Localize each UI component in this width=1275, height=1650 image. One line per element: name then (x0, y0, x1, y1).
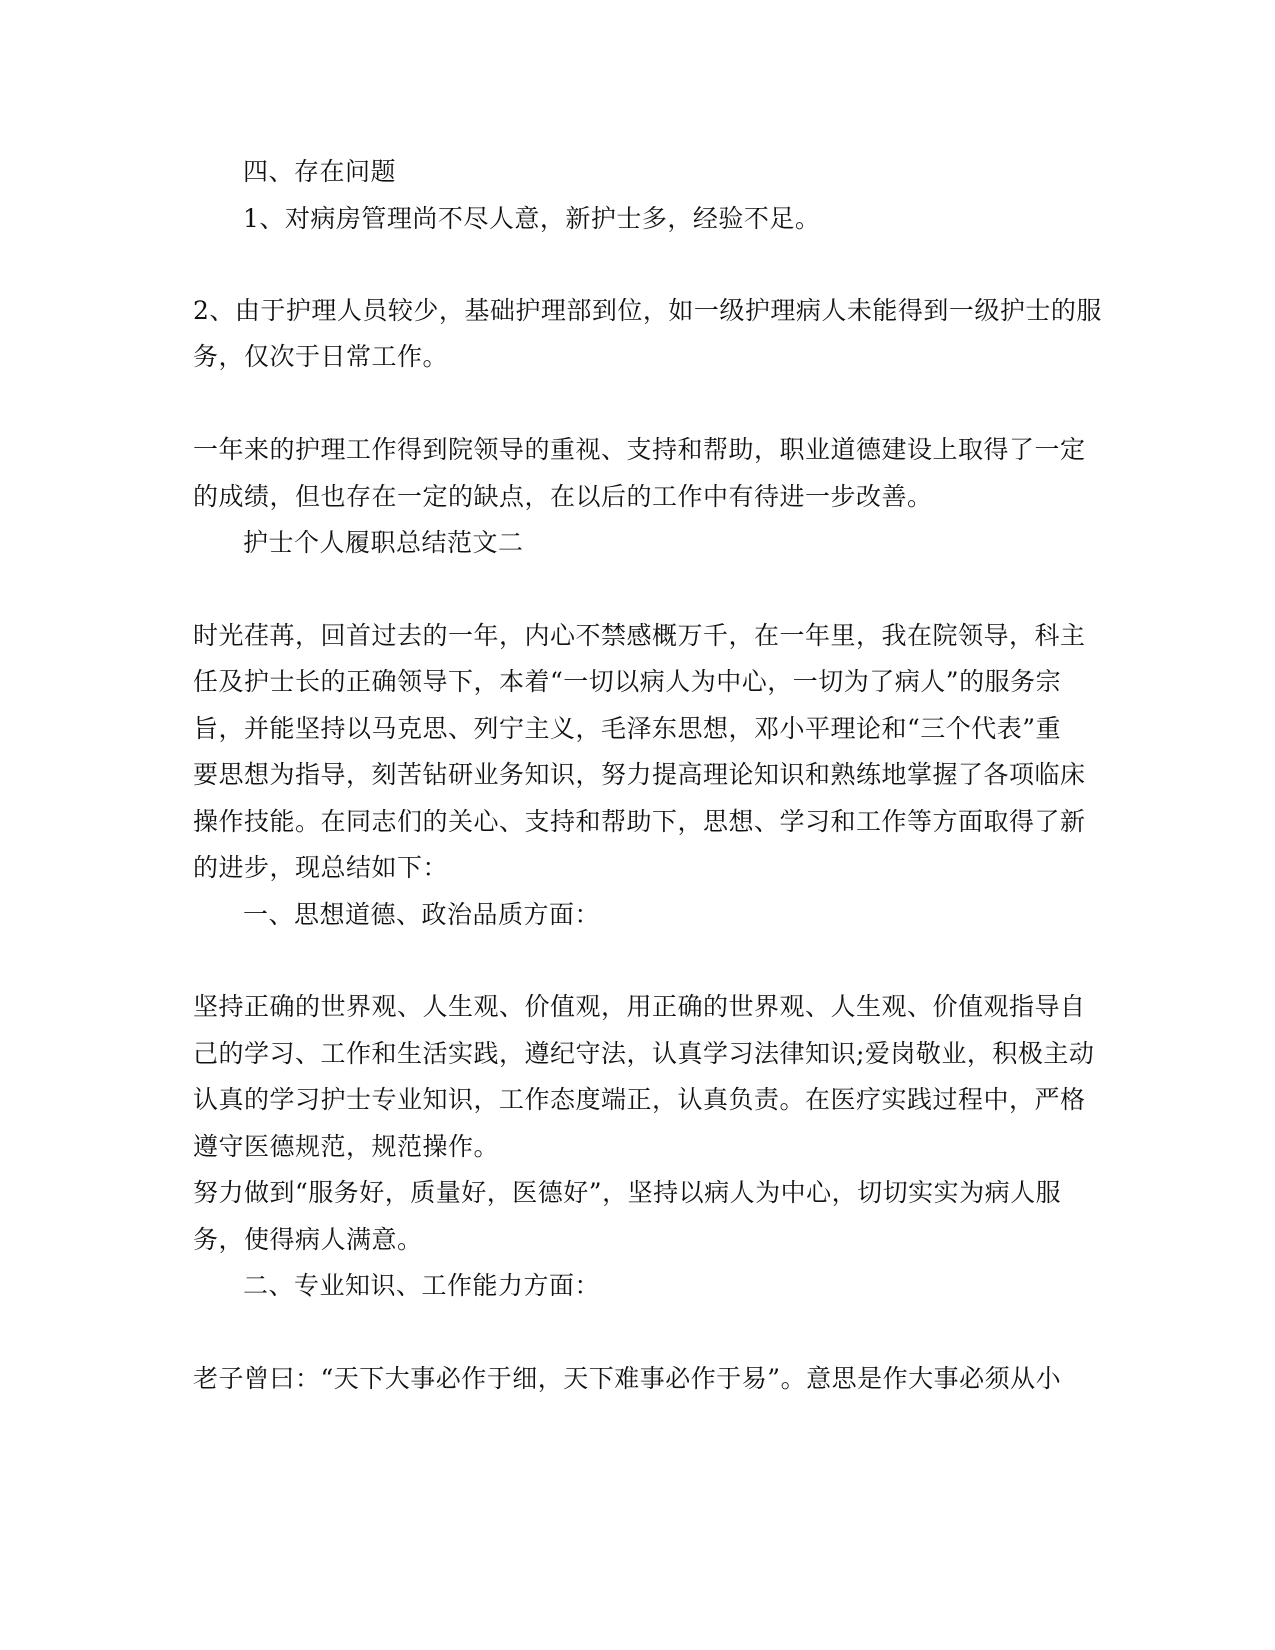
problem-item-1: 1、对病房管理尚不尽人意，新护士多，经验不足。 (243, 204, 821, 233)
intro-paragraph-line-1: 时光荏苒，回首过去的一年，内心不禁感概万千，在一年里，我在院领导，科主 (193, 621, 1086, 650)
problem-item-2-line-2: 务，仅次于日常工作。 (193, 342, 449, 371)
morality-paragraph-line-2: 己的学习、工作和生活实践，遵纪守法，认真学习法律知识;爱岗敬业，积极主动 (193, 1039, 1095, 1068)
section-heading-morality: 一、思想道德、政治品质方面： (243, 900, 601, 929)
essay-two-title: 护士个人履职总结范文二 (243, 528, 524, 557)
morality-paragraph-line-4: 遵守医德规范，规范操作。 (193, 1132, 500, 1161)
intro-paragraph-line-4: 要思想为指导，刻苦钻研业务知识，努力提高理论知识和熟练地掌握了各项临床 (193, 760, 1086, 789)
morality-paragraph-line-1: 坚持正确的世界观、人生观、价值观，用正确的世界观、人生观、价值观指导自 (193, 992, 1086, 1021)
section-heading-problems: 四、存在问题 (243, 157, 397, 186)
intro-paragraph-line-5: 操作技能。在同志们的关心、支持和帮助下，思想、学习和工作等方面取得了新 (193, 807, 1086, 836)
summary-paragraph-line-2: 的成绩，但也存在一定的缺点，在以后的工作中有待进一步改善。 (193, 482, 933, 511)
morality-paragraph-line-3: 认真的学习护士专业知识，工作态度端正，认真负责。在医疗实践过程中，严格 (193, 1085, 1086, 1114)
service-paragraph-line-1: 努力做到“服务好，质量好，医德好”，坚持以病人为中心，切切实实为病人服 (193, 1178, 1062, 1207)
intro-paragraph-line-2: 任及护士长的正确领导下，本着“一切以病人为中心，一切为了病人”的服务宗 (193, 667, 1062, 696)
section-heading-professional: 二、专业知识、工作能力方面： (243, 1271, 601, 1300)
intro-paragraph-line-6: 的进步，现总结如下： (193, 853, 449, 882)
problem-item-2-line-1: 2、由于护理人员较少，基础护理部到位，如一级护理病人未能得到一级护士的服 (193, 296, 1102, 325)
laozi-paragraph-line-1: 老子曾曰：“天下大事必作于细，天下难事必作于易”。意思是作大事必须从小 (193, 1364, 1062, 1393)
service-paragraph-line-2: 务，使得病人满意。 (193, 1225, 423, 1254)
summary-paragraph-line-1: 一年来的护理工作得到院领导的重视、支持和帮助，职业道德建设上取得了一定 (193, 435, 1086, 464)
intro-paragraph-line-3: 旨，并能坚持以马克思、列宁主义，毛泽东思想，邓小平理论和“三个代表”重 (193, 714, 1062, 743)
